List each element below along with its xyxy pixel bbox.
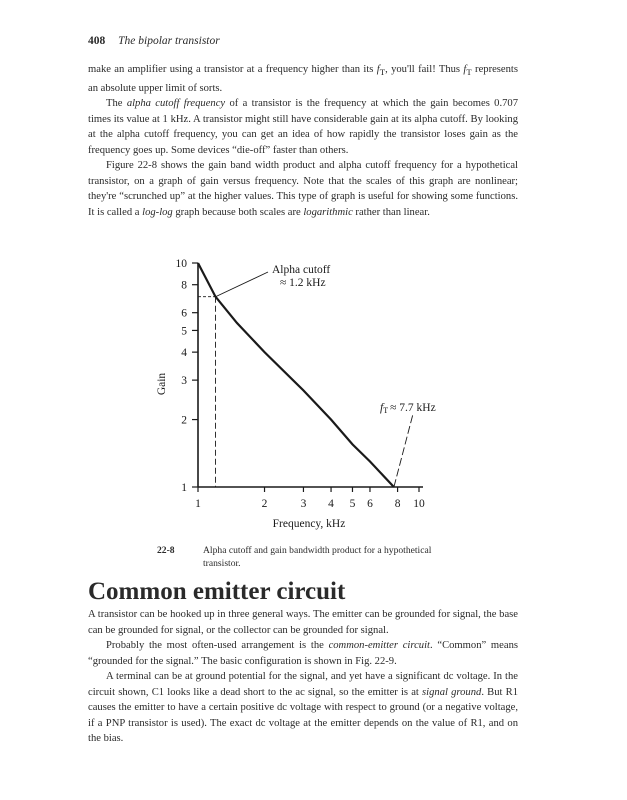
section-paragraph-3: A terminal can be at ground potential for the signal, and yet have a significant dc voltage. In the circuit shown, C1 looks like a dead short to the ac signal, so the emitter is at signal ground. But R1 causes the emitter to have a certain positive dc voltage with respect to ground (or a negative voltage, if a PNP transistor is used). The exact dc voltage at the emitter depends on the value of R1, and on the bias. <box>88 671 518 744</box>
y-tick-label: 3 <box>181 375 187 388</box>
figure-caption-text: Alpha cutoff and gain bandwidth product for a hypothetical transistor. <box>203 545 432 569</box>
chart-ticks <box>176 258 426 510</box>
x-tick-label: 8 <box>394 498 401 510</box>
y-tick-label: 6 <box>181 307 187 320</box>
intro-paragraph-3: Figure 22-8 shows the gain band width product and alpha cutoff frequency for a hypothetical transistor, on a graph of gain versus frequency. Note that the scales of this graph are nonlinear; they're “scrunched up” at the higher values. This type of graph is useful for showing some functions. It is called a log-log graph because both scales are logarithmic rather than linear. <box>88 160 518 218</box>
ft-label: fT ≈ 7.7 kHz <box>380 402 436 415</box>
x-axis-label: Frequency, kHz <box>272 518 346 530</box>
x-tick-label: 1 <box>195 498 201 510</box>
section-paragraph-2: Probably the most often-used arrangement is the common-emitter circuit. “Common” means “grounded for the signal.” The basic configuration is shown in Fig. 22-9. <box>88 640 518 667</box>
figure-caption <box>157 545 437 570</box>
gain-curve <box>198 263 394 487</box>
y-tick-label: 5 <box>181 325 187 338</box>
x-tick-label: 5 <box>349 498 356 510</box>
y-tick-label: 1 <box>181 482 187 494</box>
chart-axes <box>198 263 423 487</box>
section-heading: Common emitter circuit <box>88 578 346 605</box>
alpha-cutoff-value: ≈ 1.2 kHz <box>280 277 326 289</box>
y-axis-label: Gain <box>156 372 168 396</box>
section-text <box>88 607 518 747</box>
y-tick-label: 4 <box>181 347 187 360</box>
x-tick-label: 6 <box>367 498 373 510</box>
section-paragraph-1: A transistor can be hooked up in three general ways. The emitter can be grounded for signal, the base can be grounded for signal, or the collector can be grounded for signal. <box>88 609 518 636</box>
x-tick-label: 2 <box>261 498 268 510</box>
alpha-cutoff-label: Alpha cutoff <box>272 264 331 276</box>
alpha-cutoff-leader <box>215 272 268 297</box>
x-tick-label: 10 <box>413 498 425 510</box>
y-tick-label: 8 <box>181 279 187 292</box>
intro-paragraph-1: make an amplifier using a transistor at a frequency higher than its $f_T$, you'll fail! Thus $f_T$ represents an absolute upper limit of sorts. <box>88 64 518 94</box>
running-title: The bipolar transistor <box>118 35 220 47</box>
y-tick-label: 10 <box>175 258 187 270</box>
x-tick-label: 3 <box>300 498 307 510</box>
x-tick-label: 4 <box>328 498 334 510</box>
intro-paragraph-2: The alpha cutoff frequency of a transistor is the frequency at which the gain becomes 0.707 times its value at 1 kHz. A transistor might still have considerable gain at its alpha cutoff. By looking at the alpha cutoff frequency, you can get an idea of how rapidly the transistor loses gain as the frequency goes up. Some devices “die-off” faster than others. <box>88 98 518 156</box>
y-tick-label: 2 <box>181 414 187 427</box>
chart-guides <box>198 272 413 487</box>
figure-label: 22-8 <box>157 545 175 556</box>
page-number: 408 <box>88 35 106 47</box>
ft-leader <box>394 414 413 487</box>
